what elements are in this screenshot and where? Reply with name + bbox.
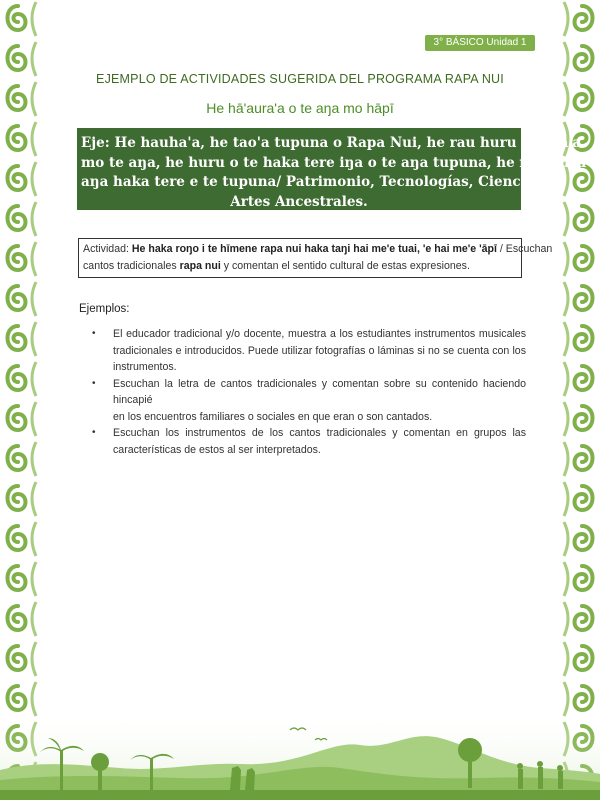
footer-landscape-illustration — [0, 710, 600, 800]
border-spiral-motif — [564, 562, 593, 596]
bullet-icon: • — [92, 427, 96, 438]
activity-text: cantos tradicionales — [83, 260, 180, 272]
border-spiral-motif — [564, 202, 593, 236]
grade-badge: 3° BÁSICO Unidad 1 — [425, 35, 535, 51]
border-spiral-motif — [564, 282, 593, 316]
border-spiral-motif — [8, 42, 37, 76]
border-spiral-motif — [564, 242, 593, 276]
border-spiral-motif — [564, 2, 593, 36]
border-spiral-motif — [8, 522, 37, 556]
examples-heading: Ejemplos: — [79, 303, 130, 315]
list-item-line: El educador tradicional y/o docente, muestra a los estudiantes instrumentos musicales — [113, 328, 526, 340]
border-spiral-motif — [8, 482, 37, 516]
border-spiral-motif — [564, 522, 593, 556]
list-item — [79, 425, 526, 458]
border-spiral-motif — [8, 442, 37, 476]
list-item — [79, 326, 526, 376]
eje-heading-box — [77, 128, 587, 210]
activity-rapanui-text: He haka roŋo i te hīmene rapa nui haka taŋi hai me'e tuai, 'e hai me'e 'āpī — [131, 243, 497, 255]
activity-spanish-start: / Escuchan — [496, 243, 553, 255]
border-spiral-motif — [8, 362, 37, 396]
bullet-icon: • — [92, 328, 96, 339]
activity-line-2 — [83, 258, 517, 275]
border-spiral-motif — [564, 362, 593, 396]
list-item-line: Escuchan la letra de cantos tradicionales y comentan sobre su contenido haciendo hincapié — [113, 377, 526, 406]
examples-list — [79, 326, 526, 458]
border-spiral-motif — [8, 562, 37, 596]
eje-line: Artes Ancestrales. — [230, 193, 368, 210]
program-title: EJEMPLO DE ACTIVIDADES SUGERIDA DEL PROGRAMA RAPA NUI — [96, 72, 504, 86]
list-item-line: instrumentos. — [113, 361, 177, 373]
eje-line: aŋa haka tere e te tupuna/ Patrimonio, Tecnologías, Ciencias y — [81, 174, 555, 190]
list-item-line: tradicionales e introducidos. Puede utilizar fotografías o láminas si no se cuenta con los — [113, 344, 526, 357]
border-spiral-motif — [8, 242, 37, 276]
border-spiral-motif — [564, 42, 593, 76]
activity-label: Actividad: — [83, 243, 132, 255]
border-spiral-motif — [564, 482, 593, 516]
border-spiral-motif — [564, 602, 593, 636]
border-spiral-motif — [564, 402, 593, 436]
eje-line: mo te aŋa, he huru o te haka tere iŋa o te aŋa tupuna, he rau huru — [81, 154, 587, 171]
right-decorative-border — [560, 0, 600, 800]
activity-bold-text: rapa nui — [179, 260, 221, 272]
border-spiral-motif — [8, 122, 37, 156]
activity-line-1 — [83, 241, 553, 258]
border-spiral-motif — [8, 162, 37, 196]
list-item-line: características de estos al ser interpretados. — [113, 443, 321, 456]
list-item-line: en los encuentros familiares o sociales en que eran o son cantados. — [113, 410, 433, 423]
border-spiral-motif — [564, 442, 593, 476]
border-spiral-motif — [8, 282, 37, 316]
bullet-icon: • — [92, 377, 96, 389]
border-spiral-motif — [8, 2, 37, 36]
eje-line: Eje: He hauha'a, he tao'a tupuna o Rapa Nui, he rau huru moiha'a — [81, 135, 582, 151]
border-spiral-motif — [8, 642, 37, 676]
page-subtitle: He hā'aura'a o te aŋa mo hāpī — [206, 100, 394, 116]
border-spiral-motif — [8, 602, 37, 636]
left-decorative-border — [0, 0, 40, 800]
list-item — [79, 376, 526, 426]
border-spiral-motif — [564, 322, 593, 356]
border-spiral-motif — [564, 642, 593, 676]
activity-box — [78, 238, 553, 278]
list-item-line: Escuchan los instrumentos de los cantos tradicionales y comentan en grupos las — [113, 427, 526, 439]
border-spiral-motif — [8, 202, 37, 236]
activity-text: y comentan el sentido cultural de estas expresiones. — [220, 260, 470, 272]
border-spiral-motif — [8, 402, 37, 436]
border-spiral-motif — [8, 322, 37, 356]
